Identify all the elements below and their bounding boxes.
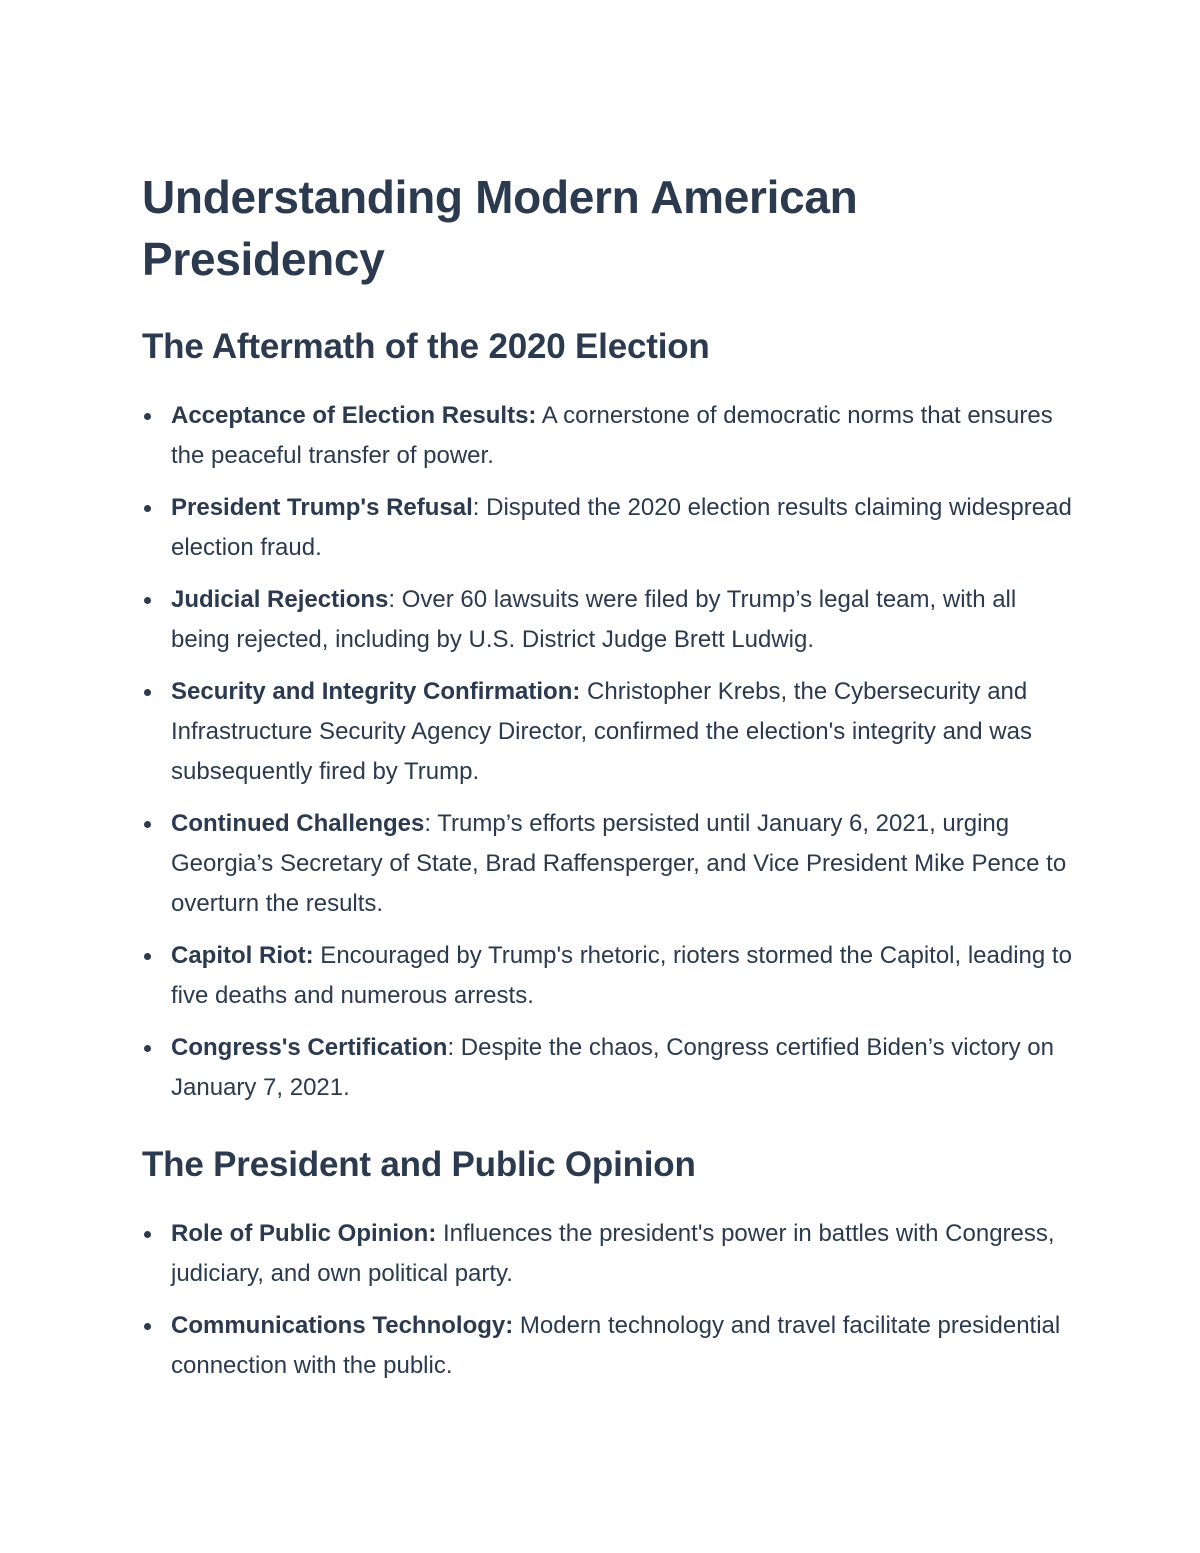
list-item-text: Encouraged by Trump's rhetoric, rioters stormed the Capitol, leading to five deaths and numerous arrests. [171, 942, 1072, 1009]
list-item-term: Communications Technology: [171, 1312, 514, 1339]
list-item-text: : Trump’s efforts persisted until January 6, 2021, urging Georgia’s Secretary of State, Brad Raffensperger, and Vice President Mike Pence to overturn the results. [171, 810, 1067, 917]
bullet-dot-icon [144, 689, 151, 696]
list-item-term: Acceptance of Election Results: [171, 402, 537, 429]
list-item [142, 936, 1072, 1016]
bullet-dot-icon [144, 505, 151, 512]
list-item [142, 580, 1072, 660]
bullet-dot-icon [144, 1045, 151, 1052]
bullet-dot-icon [144, 597, 151, 604]
list-item-text: A cornerstone of democratic norms that ensures the peaceful transfer of power. [171, 402, 1053, 469]
bullet-dot-icon [144, 1231, 151, 1238]
list-item-term: Continued Challenges [171, 810, 425, 837]
list-item [142, 396, 1072, 476]
list-item-term: Judicial Rejections [171, 586, 389, 613]
bullet-dot-icon [144, 821, 151, 828]
section-heading-2020-election: The Aftermath of the 2020 Election [142, 327, 710, 366]
list-item-term: President Trump's Refusal [171, 494, 473, 521]
list-item [142, 1306, 1072, 1386]
bullet-dot-icon [144, 953, 151, 960]
list-item [142, 1028, 1072, 1108]
list-item-text: Christopher Krebs, the Cybersecurity and Infrastructure Security Agency Director, confirmed the election's integrity and was subsequently fired by Trump. [171, 678, 1032, 785]
list-item [142, 1214, 1072, 1294]
list-item-term: Congress's Certification [171, 1034, 448, 1061]
list-item [142, 488, 1072, 568]
section-heading-public-opinion: The President and Public Opinion [142, 1145, 696, 1184]
bullet-dot-icon [144, 413, 151, 420]
bullet-list-public-opinion [142, 1214, 1072, 1386]
list-item-term: Security and Integrity Confirmation: [171, 678, 581, 705]
list-item-text: Modern technology and travel facilitate presidential connection with the public. [171, 1312, 1061, 1379]
bullet-dot-icon [144, 1323, 151, 1330]
bullet-list-2020-election [142, 396, 1072, 1108]
list-item-term: Capitol Riot: [171, 942, 314, 969]
list-item-text: Influences the president's power in battles with Congress, judiciary, and own political party. [171, 1220, 1055, 1287]
list-item-term: Role of Public Opinion: [171, 1220, 437, 1247]
list-item-text: : Over 60 lawsuits were filed by Trump’s legal team, with all being rejected, including by U.S. District Judge Brett Ludwig. [171, 586, 1017, 653]
document-page [142, 166, 1072, 1398]
list-item [142, 672, 1072, 792]
document-title: Understanding Modern American Presidency [142, 171, 858, 285]
list-item-text: : Despite the chaos, Congress certified Biden’s victory on January 7, 2021. [171, 1034, 1054, 1101]
list-item [142, 804, 1072, 924]
list-item-text: : Disputed the 2020 election results claiming widespread election fraud. [171, 494, 1072, 561]
